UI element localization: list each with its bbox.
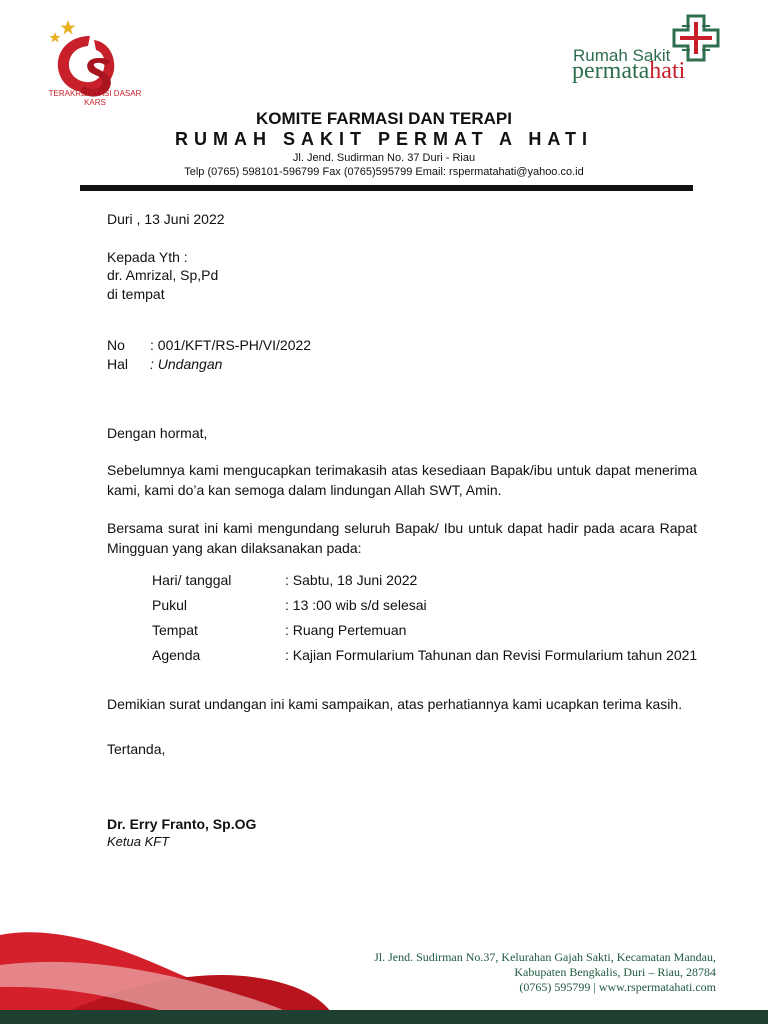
detail-label: Agenda	[152, 647, 201, 663]
detail-label: Pukul	[152, 597, 188, 613]
recipient-line: Kepada Yth :	[107, 249, 188, 265]
brand-wordmark	[572, 58, 685, 85]
detail-label: Tempat	[152, 622, 198, 638]
detail-value: : Sabtu, 18 Juni 2022	[285, 572, 418, 588]
hospital-cross-icon	[672, 14, 720, 62]
accreditation-sub: KARS	[84, 98, 106, 107]
reference-number-label: No	[107, 337, 125, 353]
brand-word-hati: hati	[649, 58, 686, 84]
star-icon	[61, 20, 76, 35]
greeting: Dengan hormat,	[107, 425, 208, 441]
brand-line-1: Rumah Sakit	[573, 46, 671, 65]
footer-address-line: Kabupaten Bengkalis, Duri – Riau, 28784	[514, 965, 716, 979]
letterhead-divider	[80, 185, 693, 191]
brand-word-permata: permata	[572, 58, 650, 84]
body-paragraph: Sebelumnya kami mengucapkan terimakasih atas kesediaan Bapak/ibu untuk dapat menerima kami, kami do’a kan semoga dalam lindungan Allah SWT, Amin.	[107, 462, 697, 498]
detail-value: : 13 :00 wib s/d selesai	[285, 597, 427, 613]
letterhead-contact: Telp (0765) 598101-596799 Fax (0765)595799 Email: rspermatahati@yahoo.co.id	[184, 166, 584, 178]
footer-contact-line: (0765) 595799 | www.rspermatahati.com	[519, 980, 716, 994]
reference-number-value: : 001/KFT/RS-PH/VI/2022	[150, 337, 312, 353]
subject-value: : Undangan	[150, 356, 223, 372]
sign-off: Tertanda,	[107, 741, 166, 757]
letterhead-address: Jl. Jend. Sudirman No. 37 Duri - Riau	[292, 152, 476, 164]
signer-name: Dr. Erry Franto, Sp.OG	[107, 816, 257, 832]
body-paragraph: Bersama surat ini kami mengundang seluruh Bapak/ Ibu untuk dapat hadir pada acara Rapat Mingguan yang akan dilaksanakan pada:	[107, 520, 697, 556]
star-icon	[50, 32, 61, 43]
detail-value: : Ruang Pertemuan	[285, 622, 407, 638]
recipient-line: dr. Amrizal, Sp,Pd	[107, 267, 219, 283]
footer-bar	[0, 1010, 768, 1024]
committee-title: KOMITE FARMASI DAN TERAPI	[256, 109, 512, 128]
detail-label: Hari/ tanggal	[152, 572, 232, 588]
accreditation-text: TERAKREDITASI DASAR	[48, 89, 142, 98]
signer-title: Ketua KFT	[107, 834, 170, 849]
subject-label: Hal	[107, 356, 129, 372]
footer-address-line: Jl. Jend. Sudirman No.37, Kelurahan Gajah Sakti, Kecamatan Mandau,	[374, 950, 716, 964]
recipient-line: di tempat	[107, 286, 165, 302]
closing-paragraph: Demikian surat undangan ini kami sampaikan, atas perhatiannya kami ucapkan terima kasih.	[107, 696, 683, 712]
accreditation-caption	[40, 89, 150, 107]
detail-value: : Kajian Formularium Tahunan dan Revisi Formularium tahun 2021	[285, 647, 698, 663]
hospital-name: RUMAH SAKIT PERMAT A HATI	[175, 129, 593, 149]
letter-date: Duri , 13 Juni 2022	[107, 211, 225, 227]
